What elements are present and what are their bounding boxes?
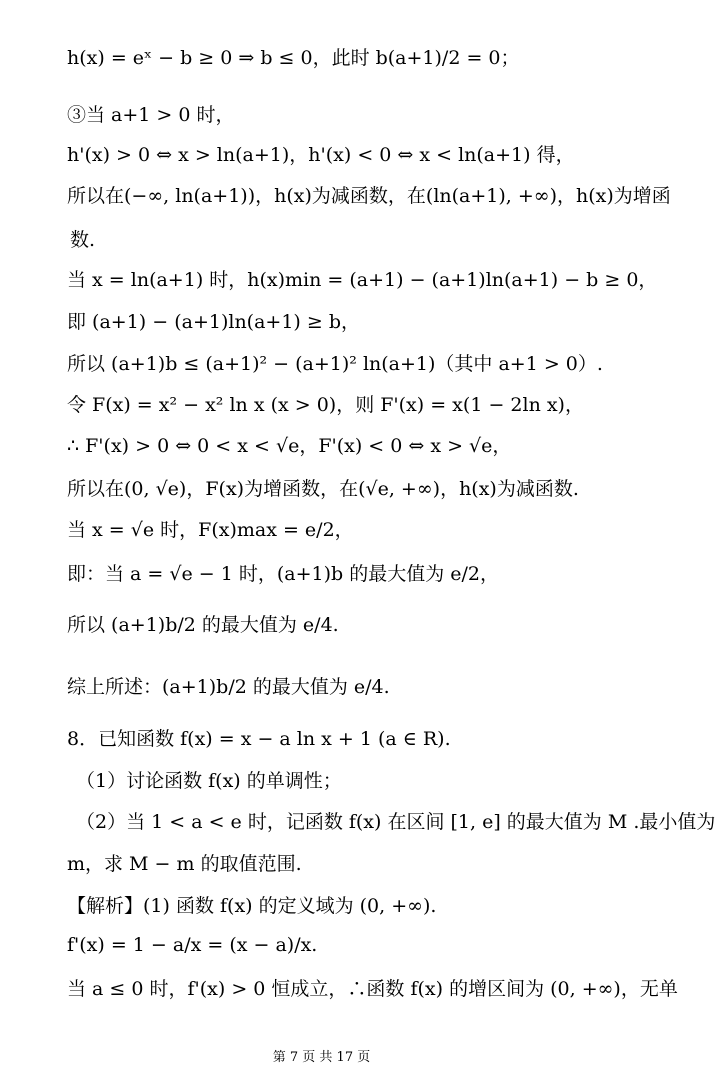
line-12: 当 x = √e 时，F(x)max = e/2， bbox=[67, 519, 354, 541]
line-15: 综上所述：(a+1)b/2 的最大值为 e/4. bbox=[67, 676, 390, 698]
line-14: 所以 (a+1)b/2 的最大值为 e/4. bbox=[67, 614, 339, 636]
line-16: 8．已知函数 f(x) = x − a ln x + 1 (a ∈ R). bbox=[67, 728, 451, 750]
line-5: 数. bbox=[70, 229, 96, 251]
line-7: 即 (a+1) − (a+1)ln(a+1) ≥ b， bbox=[67, 311, 360, 333]
line-19: m，求 M − m 的取值范围. bbox=[67, 853, 302, 875]
line-10: ∴ F'(x) > 0 ⇔ 0 < x < √e，F'(x) < 0 ⇔ x > √e， bbox=[67, 435, 512, 457]
line-2: ③当 a+1 > 0 时， bbox=[67, 104, 235, 126]
line-8: 所以 (a+1)b ≤ (a+1)² − (a+1)² ln(a+1)（其中 a+1 > 0）. bbox=[67, 353, 603, 375]
line-13: 即：当 a = √e − 1 时，(a+1)b 的最大值为 e/2， bbox=[67, 563, 499, 585]
line-6: 当 x = ln(a+1) 时，h(x)min = (a+1) − (a+1)ln(a+1) − b ≥ 0， bbox=[67, 269, 658, 291]
line-1: h(x) = eˣ − b ≥ 0 ⇒ b ≤ 0，此时 b(a+1)/2 = 0； bbox=[67, 47, 520, 69]
line-22: 当 a ≤ 0 时，f'(x) > 0 恒成立，∴函数 f(x) 的增区间为 (0, +∞)，无单 bbox=[67, 978, 678, 1000]
line-18: （2）当 1 < a < e 时，记函数 f(x) 在区间 [1, e] 的最大值为 M .最小值为 bbox=[76, 811, 715, 833]
line-9: 令 F(x) = x² − x² ln x (x > 0)，则 F'(x) = x(1 − 2ln x)， bbox=[67, 394, 584, 416]
line-3: h'(x) > 0 ⇔ x > ln(a+1)，h'(x) < 0 ⇔ x < ln(a+1) 得， bbox=[67, 144, 575, 166]
line-21: f'(x) = 1 − a/x = (x − a)/x. bbox=[67, 934, 318, 956]
page-footer: 第 7 页 共 17 页 bbox=[272, 1050, 371, 1065]
line-4: 所以在(−∞, ln(a+1))，h(x)为减函数，在(ln(a+1), +∞)，h(x)为增函 bbox=[67, 185, 671, 207]
line-17: （1）讨论函数 f(x) 的单调性； bbox=[76, 770, 342, 792]
line-11: 所以在(0, √e)，F(x)为增函数，在(√e, +∞)，h(x)为减函数. bbox=[67, 478, 579, 500]
line-20: 【解析】(1) 函数 f(x) 的定义域为 (0, +∞). bbox=[67, 895, 437, 917]
